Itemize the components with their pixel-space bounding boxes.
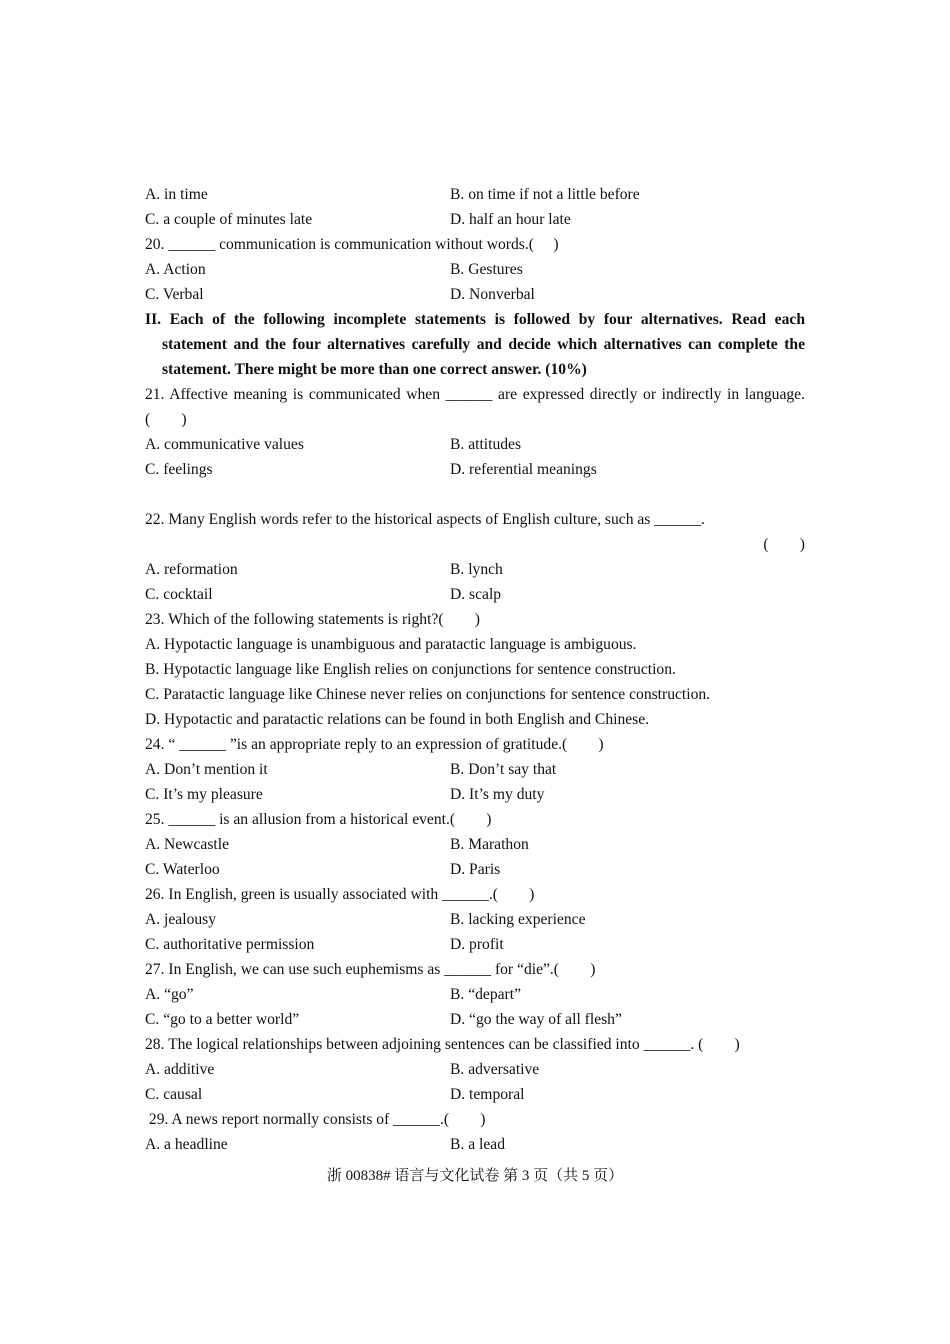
q21-option-d: D. referential meanings xyxy=(450,461,597,478)
q28-option-d: D. temporal xyxy=(450,1086,525,1103)
q19-option-c: C. a couple of minutes late xyxy=(145,211,313,228)
q22-options-row-1 xyxy=(145,557,805,582)
q24-options-row-1 xyxy=(145,757,805,782)
q20-stem: 20. ______ communication is communication without words.( ) xyxy=(145,236,559,253)
q23-option-b: B. Hypotactic language like English relies on conjunctions for sentence construction. xyxy=(145,661,676,678)
q23-stem: 23. Which of the following statements is right?( ) xyxy=(145,611,480,628)
q26-stem: 26. In English, green is usually associated with ______.( ) xyxy=(145,886,535,903)
q20-option-b: B. Gestures xyxy=(450,261,523,278)
q27-options-row-1 xyxy=(145,982,805,1007)
q28-options-row-2 xyxy=(145,1082,805,1107)
q20-option-c: C. Verbal xyxy=(145,286,204,303)
q28-option-c: C. causal xyxy=(145,1086,203,1103)
q26-option-b: B. lacking experience xyxy=(450,911,586,928)
q24-options-row-2 xyxy=(145,782,805,807)
q26-option-c: C. authoritative permission xyxy=(145,936,315,953)
q25-options-row-2 xyxy=(145,857,805,882)
q28-options-row-1 xyxy=(145,1057,805,1082)
q27-option-a: A. “go” xyxy=(145,986,194,1003)
q27-option-d: D. “go the way of all flesh” xyxy=(450,1011,622,1028)
q27-option-c: C. “go to a better world” xyxy=(145,1011,300,1028)
q20-option-d: D. Nonverbal xyxy=(450,286,535,303)
q22-option-a: A. reformation xyxy=(145,561,238,578)
q23-option-a: A. Hypotactic language is unambiguous and paratactic language is ambiguous. xyxy=(145,636,637,653)
q24-option-d: D. It’s my duty xyxy=(450,786,545,803)
q29-option-b: B. a lead xyxy=(450,1136,505,1153)
q21-option-b: B. attitudes xyxy=(450,436,522,453)
q29-option-a: A. a headline xyxy=(145,1136,228,1153)
exam-page-body xyxy=(145,182,805,1157)
q21-option-c: C. feelings xyxy=(145,461,213,478)
q26-option-d: D. profit xyxy=(450,936,504,953)
q24-stem: 24. “ ______ ”is an appropriate reply to an expression of gratitude.( ) xyxy=(145,736,604,753)
q25-options-row-1 xyxy=(145,832,805,857)
q23-option-d: D. Hypotactic and paratactic relations can be found in both English and Chinese. xyxy=(145,711,650,728)
q22-options-row-2 xyxy=(145,582,805,607)
q25-option-a: A. Newcastle xyxy=(145,836,229,853)
q25-option-d: D. Paris xyxy=(450,861,501,878)
q20-options-row-1 xyxy=(145,257,805,282)
q28-option-a: A. additive xyxy=(145,1061,215,1078)
q28-option-b: B. adversative xyxy=(450,1061,540,1078)
q19-options-row-1 xyxy=(145,182,805,207)
q21-options-row-2 xyxy=(145,457,805,482)
q24-option-b: B. Don’t say that xyxy=(450,761,557,778)
q26-options-row-2 xyxy=(145,932,805,957)
q25-option-b: B. Marathon xyxy=(450,836,529,853)
q22-option-b: B. lynch xyxy=(450,561,503,578)
section-2-heading: II. Each of the following incomplete statements is followed by four alternatives. Read each statement and the four alternatives carefully and decide which alternatives can complete the statement. There might be more than one correct answer. (10%) xyxy=(145,311,805,378)
q23-option-c: C. Paratactic language like Chinese never relies on conjunctions for sentence construction. xyxy=(145,686,711,703)
page-footer: 浙 00838# 语言与文化试卷 第 3 页（共 5 页） xyxy=(326,1168,624,1184)
q27-stem: 27. In English, we can use such euphemisms as ______ for “die”.( ) xyxy=(145,961,596,978)
q21-options-row-1 xyxy=(145,432,805,457)
q27-option-b: B. “depart” xyxy=(450,986,522,1003)
q25-option-c: C. Waterloo xyxy=(145,861,220,878)
q22-option-c: C. cocktail xyxy=(145,586,213,603)
q21-stem: 21. Affective meaning is communicated when ______ are expressed directly or indirectly in language.( ) xyxy=(145,386,805,428)
q29-stem: 29. A news report normally consists of ______.( ) xyxy=(145,1111,486,1128)
q22-stem: 22. Many English words refer to the historical aspects of English culture, such as ______. xyxy=(145,511,705,528)
q24-option-a: A. Don’t mention it xyxy=(145,761,268,778)
q28-stem: 28. The logical relationships between adjoining sentences can be classified into ______. ( ) xyxy=(145,1036,740,1053)
q22-option-d: D. scalp xyxy=(450,586,502,603)
q24-option-c: C. It’s my pleasure xyxy=(145,786,263,803)
q19-options-row-2 xyxy=(145,207,805,232)
q27-options-row-2 xyxy=(145,1007,805,1032)
q26-option-a: A. jealousy xyxy=(145,911,217,928)
spacer xyxy=(145,482,805,507)
q29-options-row-1 xyxy=(145,1132,805,1157)
q21-option-a: A. communicative values xyxy=(145,436,304,453)
q19-option-a: A. in time xyxy=(145,186,208,203)
q20-options-row-2 xyxy=(145,282,805,307)
q20-option-a: A. Action xyxy=(145,261,206,278)
q22-answer-paren: ( ) xyxy=(763,536,805,553)
q26-options-row-1 xyxy=(145,907,805,932)
q25-stem: 25. ______ is an allusion from a historical event.( ) xyxy=(145,811,492,828)
q19-option-d: D. half an hour late xyxy=(450,211,571,228)
q19-option-b: B. on time if not a little before xyxy=(450,186,640,203)
